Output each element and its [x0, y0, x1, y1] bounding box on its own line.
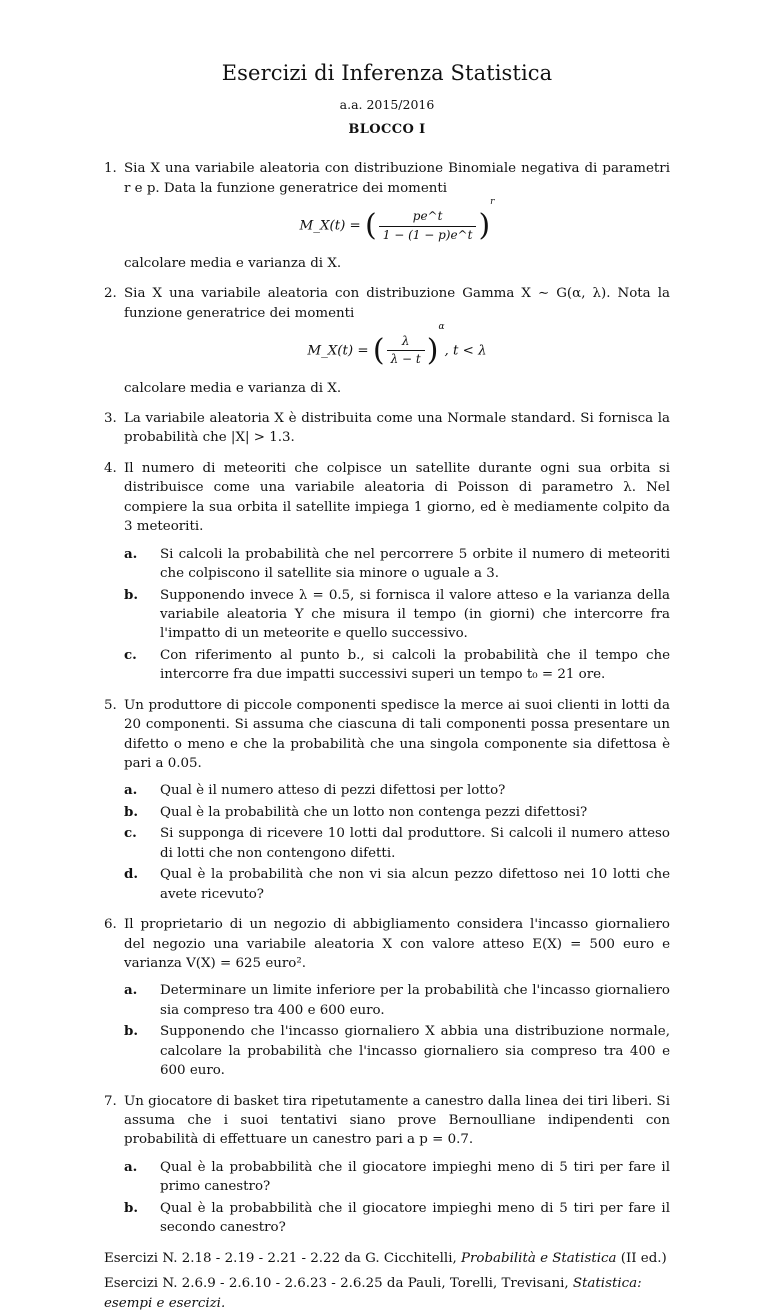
sub-question [124, 824, 670, 863]
exercise-text: Un produttore di piccole componenti spedisce la merce ai suoi clienti in lotti da 20 componenti. Si assuma che ciascuna di tali componenti possa presentare un difetto o meno e che la probabilità che una singola componente sia difettosa è pari a 0.05. [124, 697, 670, 772]
sub-label: b. [124, 803, 139, 820]
exercise-text: Il proprietario di un negozio di abbigliamento considera l'incasso giornaliero del negozio una variabile aleatoria X con valore atteso E(X) = 500 euro e varianza V(X) = 625 euro². [124, 917, 670, 971]
exercise-5 [104, 696, 670, 904]
sub-question [124, 781, 670, 800]
document-page [104, 58, 670, 1313]
sub-text: Determinare un limite inferiore per la probabilità che l'incasso giornaliero sia compreso tra 400 e 600 euro. [160, 983, 670, 1018]
sub-question-list [124, 545, 670, 685]
exercise-4 [104, 459, 670, 685]
reference-suffix: (II ed.) [616, 1250, 667, 1266]
sub-label: c. [124, 646, 137, 663]
reference-pauli [104, 1274, 670, 1313]
reference-cicchitelli [104, 1249, 670, 1268]
sub-label: a. [124, 982, 138, 999]
block-heading: BLOCCO I [348, 121, 426, 137]
formula-condition: , t < λ [444, 343, 487, 359]
formula-numerator: pe^t [379, 208, 477, 226]
sub-question [124, 646, 670, 685]
exercise-text: Sia X una variabile aleatoria con distribuzione Binomiale negativa di parametri r e p. Data la funzione generatrice dei momenti [124, 161, 670, 196]
exercise-number: 4. [104, 460, 117, 476]
sub-label: b. [124, 1023, 139, 1040]
exercise-text: La variabile aleatoria X è distribuita come una Normale standard. Si fornisca la probabilità che |X| > 1.3. [124, 411, 670, 446]
sub-question [124, 981, 670, 1020]
document-title: Esercizi di Inferenza Statistica [221, 61, 553, 85]
sub-question [124, 586, 670, 644]
sub-text: Qual è la probabbilità che il giocatore impieghi meno di 5 tiri per fare il secondo canestro? [160, 1200, 670, 1236]
reference-prefix: Esercizi N. 2.6.9 - 2.6.10 - 2.6.23 - 2.6.25 da Pauli, Torelli, Trevisani, [104, 1276, 573, 1292]
exercise-question: calcolare media e varianza di X. [124, 255, 342, 271]
formula-exponent: α [438, 322, 445, 333]
sub-question [124, 545, 670, 584]
exercise-7 [104, 1092, 670, 1238]
sub-label: d. [124, 866, 139, 883]
exercise-text: Sia X una variabile aleatoria con distribuzione Gamma X ∼ G(α, λ). Nota la funzione generatrice dei momenti [124, 286, 670, 321]
sub-text: Si calcoli la probabilità che nel percorrere 5 orbite il numero di meteoriti che colpiscono il satellite sia minore o uguale a 3. [160, 546, 670, 582]
formula-lhs: M_X(t) = [307, 343, 369, 359]
exercise-number: 3. [104, 411, 117, 427]
formula-exponent: r [490, 197, 495, 208]
sub-question [124, 803, 670, 822]
sub-text: Con riferimento al punto b., si calcoli la probabilità che il tempo che intercorre fra due impatti successivi superi un tempo t₀ = 21 ore. [160, 647, 670, 683]
exercise-2 [104, 284, 670, 398]
sub-text: Qual è la probabilità che non vi sia alcun pezzo difettoso nei 10 lotti che avete ricevuto? [160, 867, 670, 902]
sub-label: a. [124, 1158, 138, 1175]
exercise-3 [104, 409, 670, 448]
sub-text: Qual è il numero atteso di pezzi difettosi per lotto? [160, 783, 506, 799]
formula-denominator: 1 − (1 − p)e^t [382, 227, 473, 242]
reference-book-title: Statistica: esempi e esercizi. [104, 1276, 642, 1311]
exercise-number: 6. [104, 917, 117, 933]
academic-year: a.a. 2015/2016 [339, 97, 435, 113]
exercise-question: calcolare media e varianza di X. [124, 380, 342, 396]
sub-question [124, 865, 670, 904]
sub-text: Si supponga di ricevere 10 lotti dal produttore. Si calcoli il numero atteso di lotti che non contengono difetti. [160, 826, 670, 861]
sub-question-list [124, 781, 670, 904]
reference-book-title: Probabilità e Statistica [461, 1250, 617, 1266]
exercise-1 [104, 159, 670, 273]
sub-text: Qual è la probabilità che un lotto non contenga pezzi difettosi? [160, 804, 588, 820]
reference-prefix: Esercizi N. 2.18 - 2.19 - 2.21 - 2.22 da G. Cicchitelli, [104, 1250, 461, 1266]
sub-text: Supponendo invece λ = 0.5, si fornisca il valore atteso e la varianza della variabile aleatoria Y che misura il tempo (in giorni) che intercorre fra l'impatto di un meteorite e quello successivo. [160, 587, 670, 642]
sub-label: a. [124, 545, 138, 562]
sub-question-list [124, 981, 670, 1080]
sub-label: a. [124, 782, 138, 799]
formula-mgf-gamma: M_X(t) = ( $\frac{\lambda}{\lambda - t}$ )$^\alpha$, t < λ [307, 322, 487, 369]
exercise-text: Il numero di meteoriti che colpisce un satellite durante ogni sua orbita si distribuisce come una variabile aleatoria di Poisson di parametro λ. Nel compiere la sua orbita il satellite impiega 1 giorno, ed è mediamente colpito da 3 meteoriti. [124, 460, 670, 535]
sub-label: b. [124, 1199, 139, 1216]
sub-text: Qual è la probabbilità che il giocatore impieghi meno di 5 tiri per fare il primo canestro? [160, 1159, 670, 1195]
exercise-number: 1. [104, 161, 117, 177]
exercise-number: 2. [104, 286, 117, 302]
formula-lhs: M_X(t) = [299, 218, 361, 234]
sub-text: Supponendo che l'incasso giornaliero X abbia una distribuzione normale, calcolare la probabilità che l'incasso giornaliero sia compreso tra 400 e 600 euro. [160, 1024, 670, 1079]
sub-label: c. [124, 825, 137, 842]
sub-question [124, 1199, 670, 1238]
sub-label: b. [124, 586, 139, 603]
formula-denominator: λ − t [390, 352, 421, 367]
formula-mgf-negbin: M_X(t) = ( $\frac{pe\^{}t}{1 - (1 - p)e\^{}t}$ )$^r$ [299, 197, 495, 244]
sub-question [124, 1022, 670, 1080]
exercise-number: 7. [104, 1093, 117, 1109]
exercise-text: Un giocatore di basket tira ripetutamente a canestro dalla linea dei tiri liberi. Si assuma che i suoi tentativi siano prove Bernoulliane indipendenti con probabilità di effettuare un canestro pari a p = 0.7. [124, 1093, 670, 1148]
sub-question-list [124, 1158, 670, 1238]
exercise-number: 5. [104, 697, 117, 713]
sub-question [124, 1158, 670, 1197]
exercise-6 [104, 915, 670, 1081]
formula-numerator: λ [387, 333, 425, 351]
